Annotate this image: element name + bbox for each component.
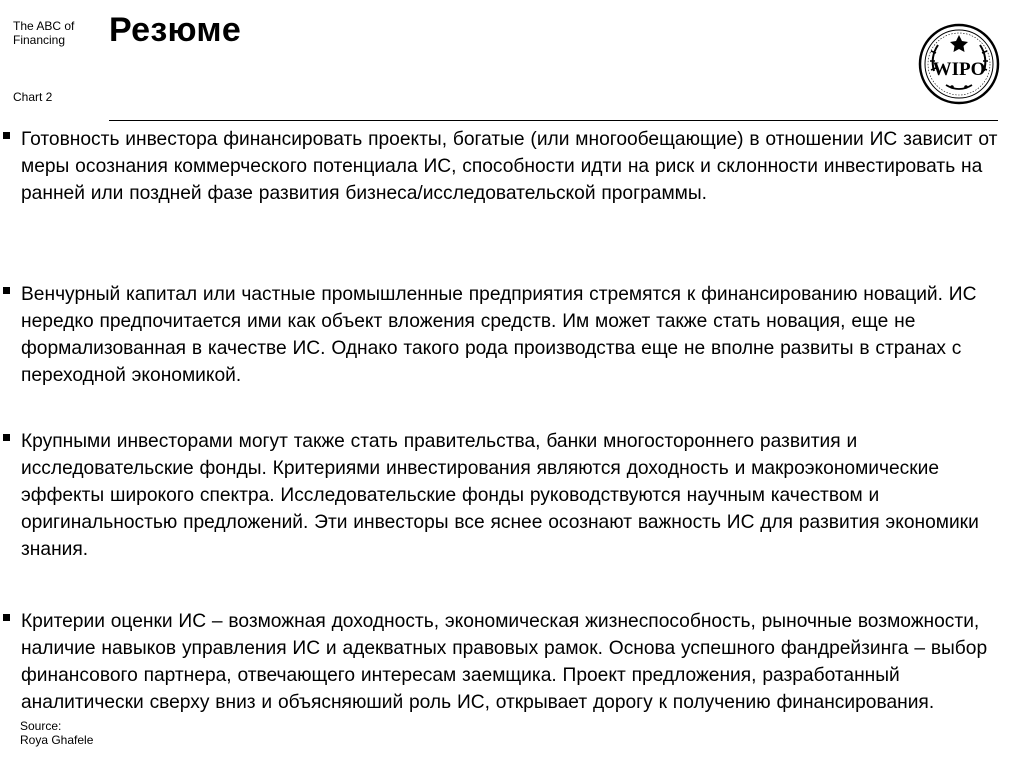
logo-text: WIPO: [932, 59, 986, 80]
square-bullet-icon: [3, 132, 10, 139]
square-bullet-icon: [3, 287, 10, 294]
square-bullet-icon: [3, 614, 10, 621]
bullet-text: Критерии оценки ИС – возможная доходность, экономическая жизнеспособность, рыночные возможности, наличие навыков управления ИС и адекватных правовых рамок. Основа успешного фандрейзинга – выбор финансового партнера, отвечающего интересам заемщика. Проект предложения, разработанный аналитически сверху вниз и объясняюший роль ИС, открывает дорогу к получению финансирования.: [21, 611, 988, 713]
bullet-text: Венчурный капитал или частные промышленные предприятия стремятся к финансированию новаций. ИС нередко предпочитается ими как объект вложения средств. Им может также стать новация, еще не формализованная в качестве ИС. Однако такого рода производства еще не вполне развиты в странах с переходной экономикой.: [21, 284, 977, 386]
wipo-logo: [918, 23, 1000, 105]
chart-number-label: Chart 2: [13, 90, 53, 104]
source-author: Roya Ghafele: [20, 733, 94, 747]
header-divider: [109, 120, 998, 121]
bullet-text: Крупными инвесторами могут также стать правительства, банки многостороннего развития и исследовательские фонды. Критериями инвестирования являются доходность и макроэкономические эффекты широкого спектра. Исследовательские фонды руководствуются научным качеством и оригинальностью предложений. Эти инвесторы все яснее осознают важность ИС для развития экономики знания.: [21, 431, 979, 560]
bullet-text: Готовность инвестора финансировать проекты, богатые (или многообещающие) в отношении ИС зависит от меры осознания коммерческого потенциала ИС, способности идти на риск и склонности инвестировать на ранней или поздней фазе развития бизнеса/исследовательской программы.: [21, 129, 998, 204]
source-note: [20, 716, 93, 750]
page-title: Резюме: [109, 11, 242, 49]
source-label: Source:: [20, 719, 62, 733]
square-bullet-icon: [3, 434, 10, 441]
presentation-title: The ABC of Financing: [13, 19, 75, 47]
